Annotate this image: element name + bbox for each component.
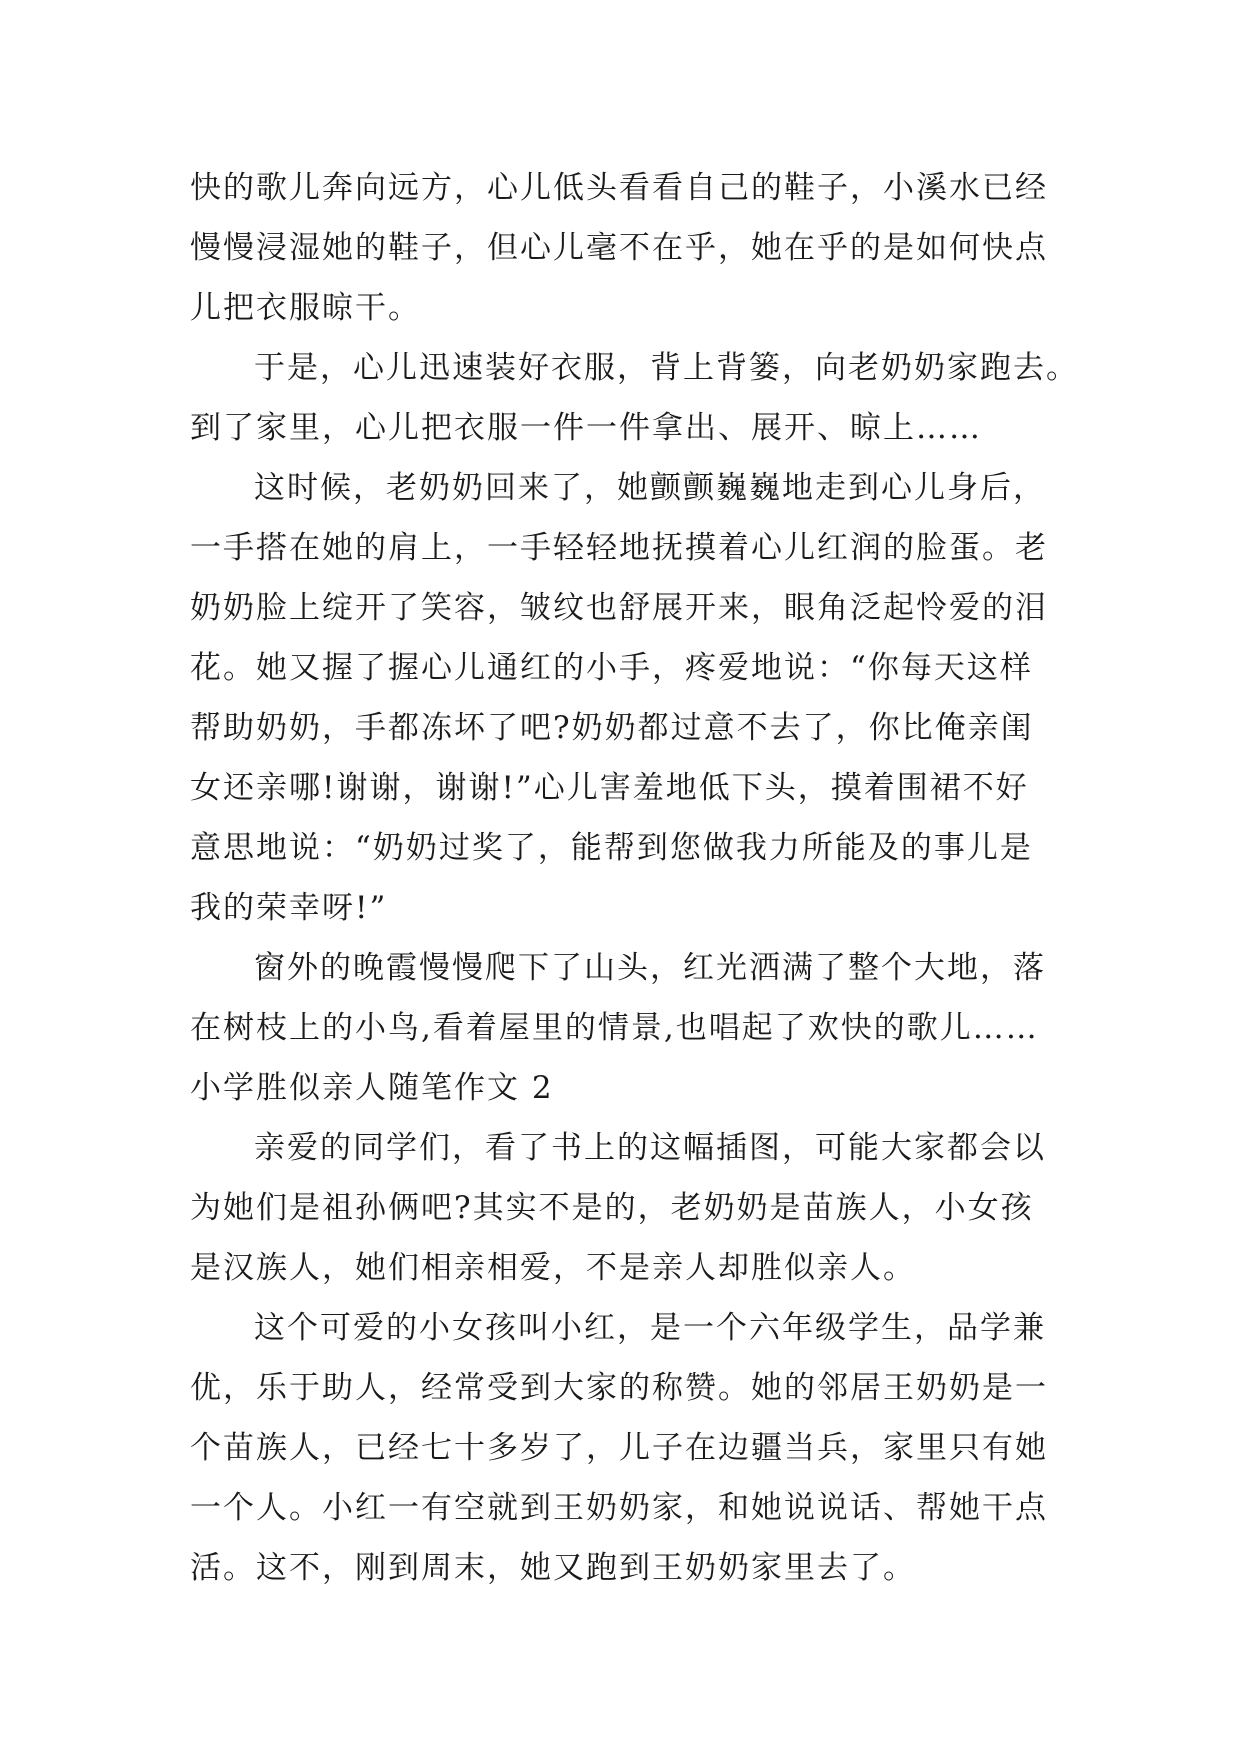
text-line: 帮助奶奶，手都冻坏了吧?奶奶都过意不去了，你比俺亲闺 [190, 710, 1034, 746]
text-line: 意思地说：“奶奶过奖了，能帮到您做我力所能及的事儿是 [190, 830, 1033, 866]
text-line: 窗外的晚霞慢慢爬下了山头，红光洒满了整个大地，落 [254, 950, 1046, 986]
text-line: 为她们是祖孙俩吧?其实不是的，老奶奶是苗族人，小女孩 [190, 1190, 1034, 1226]
document-page [190, 158, 1079, 1598]
text-line: 快的歌儿奔向远方，心儿低头看看自己的鞋子，小溪水已经 [190, 170, 1048, 206]
section-title [190, 1058, 1050, 1118]
paragraph [190, 458, 1050, 938]
text-line: 一手搭在她的肩上，一手轻轻地抚摸着心儿红润的脸蛋。老 [190, 530, 1048, 566]
paragraph [190, 338, 1079, 458]
text-line: 到了家里，心儿把衣服一件一件拿出、展开、晾上…… [190, 410, 982, 446]
paragraph [190, 1298, 1050, 1598]
text-line: 奶奶脸上绽开了笑容，皱纹也舒展开来，眼角泛起怜爱的泪 [190, 590, 1048, 626]
text-line: 亲爱的同学们，看了书上的这幅插图，可能大家都会以 [254, 1130, 1046, 1166]
text-line: 活。这不，刚到周末，她又跑到王奶奶家里去了。 [190, 1550, 916, 1586]
text-line: 我的荣幸呀!” [190, 890, 388, 926]
text-line: 这个可爱的小女孩叫小红，是一个六年级学生，品学兼 [254, 1310, 1046, 1346]
text-line: 女还亲哪!谢谢，谢谢!”心儿害羞地低下头，摸着围裙不好 [190, 770, 1029, 806]
paragraph [190, 938, 1050, 1058]
paragraph [190, 158, 1050, 338]
text-line: 优，乐于助人，经常受到大家的称赞。她的邻居王奶奶是一 [190, 1370, 1048, 1406]
text-line: 在树枝上的小鸟,看着屋里的情景,也唱起了欢快的歌儿…… [190, 1010, 1039, 1046]
text-line: 一个人。小红一有空就到王奶奶家，和她说说话、帮她干点 [190, 1490, 1048, 1526]
section-title-text: 小学胜似亲人随笔作文 2 [190, 1070, 554, 1106]
text-line: 这时候，老奶奶回来了，她颤颤巍巍地走到心儿身后， [254, 470, 1046, 506]
text-line: 儿把衣服晾干。 [190, 290, 421, 326]
text-line: 个苗族人，已经七十多岁了，儿子在边疆当兵，家里只有她 [190, 1430, 1048, 1466]
text-line: 于是，心儿迅速装好衣服，背上背篓，向老奶奶家跑去。 [254, 350, 1079, 386]
text-line: 慢慢浸湿她的鞋子，但心儿毫不在乎，她在乎的是如何快点 [190, 230, 1048, 266]
text-line: 是汉族人，她们相亲相爱，不是亲人却胜似亲人。 [190, 1250, 916, 1286]
text-line: 花。她又握了握心儿通红的小手，疼爱地说：“你每天这样 [190, 650, 1033, 686]
paragraph [190, 1118, 1050, 1298]
